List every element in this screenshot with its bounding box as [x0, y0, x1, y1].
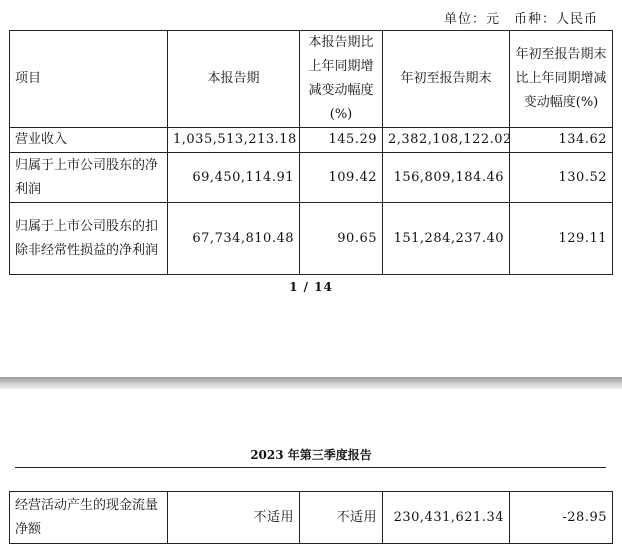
cell-current: 69,450,114.91	[168, 153, 300, 203]
cell-current-change: 不适用	[300, 492, 383, 544]
row-label: 经营活动产生的现金流量净额	[10, 492, 168, 544]
financial-data-table	[9, 30, 613, 275]
table-header-row	[10, 31, 613, 128]
cell-ytd: 2,382,108,122.02	[383, 128, 510, 153]
table-row	[10, 128, 613, 153]
cell-ytd-change: 129.11	[510, 203, 613, 275]
table-row	[10, 492, 613, 544]
page-number: 1 / 14	[289, 280, 333, 294]
cell-current: 67,734,810.48	[168, 203, 300, 275]
col-header-ytd: 年初至报告期末	[383, 31, 510, 128]
unit-currency-line	[430, 8, 598, 27]
table-row	[10, 203, 613, 275]
row-label: 归属于上市公司股东的净利润	[10, 153, 168, 203]
cell-ytd-change: 134.62	[510, 128, 613, 153]
cell-ytd: 156,809,184.46	[383, 153, 510, 203]
currency-label: 币种：人民币	[513, 12, 598, 27]
row-label: 归属于上市公司股东的扣除非经常性损益的净利润	[10, 203, 168, 275]
cashflow-table	[9, 491, 613, 544]
col-header-item: 项目	[10, 31, 168, 128]
cell-ytd-change: 130.52	[510, 153, 613, 203]
unit-label: 单位：元	[443, 12, 500, 27]
col-header-current-change: 本报告期比上年同期增减变动幅度(%)	[300, 31, 383, 128]
cell-ytd-change: -28.95	[510, 492, 613, 544]
cell-ytd: 151,284,237.40	[383, 203, 510, 275]
table-row	[10, 153, 613, 203]
cell-ytd: 230,431,621.34	[383, 492, 510, 544]
col-header-current-period: 本报告期	[168, 31, 300, 128]
report-header-title: 2023 年第三季度报告	[250, 448, 372, 462]
header-rule	[15, 467, 606, 468]
col-header-ytd-change: 年初至报告期末比上年同期增减变动幅度(%)	[510, 31, 613, 128]
cell-current: 1,035,513,213.18	[168, 128, 300, 153]
row-label: 营业收入	[10, 128, 168, 153]
page-break-divider	[0, 377, 622, 389]
cell-current-change: 145.29	[300, 128, 383, 153]
cell-current: 不适用	[168, 492, 300, 544]
cell-current-change: 90.65	[300, 203, 383, 275]
cell-current-change: 109.42	[300, 153, 383, 203]
